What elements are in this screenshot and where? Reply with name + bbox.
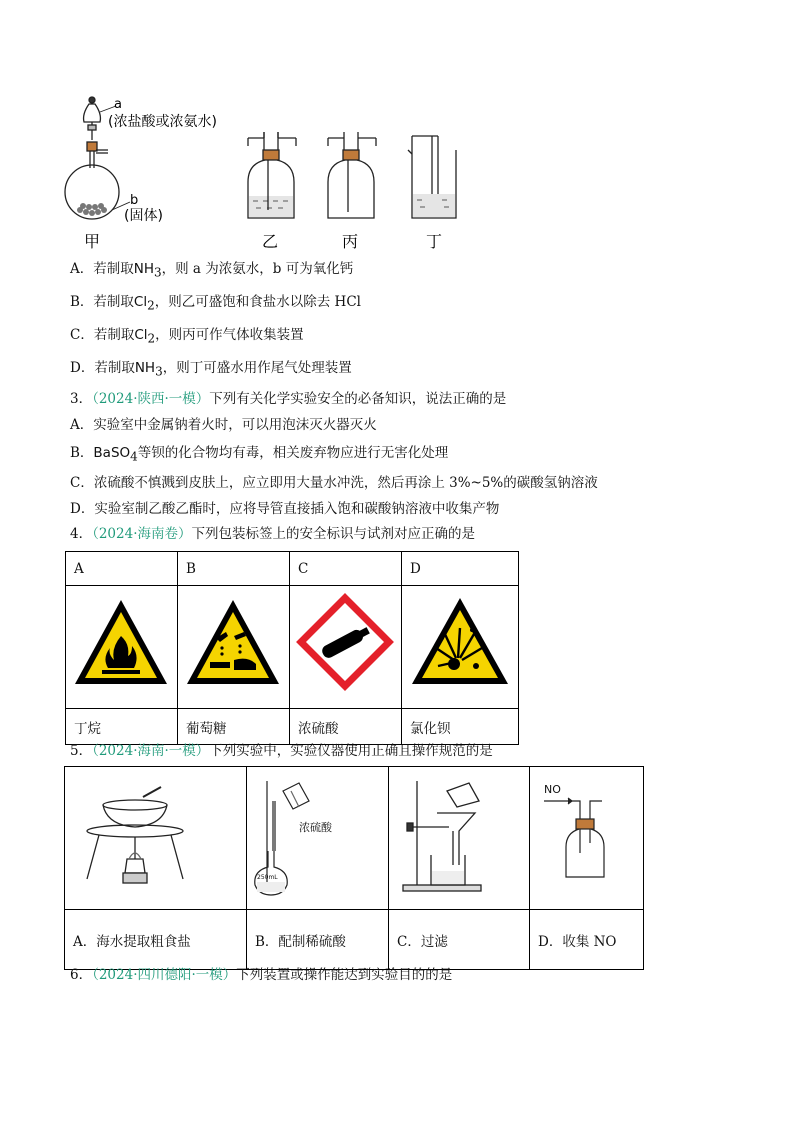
- label-b: b: [130, 193, 139, 208]
- label-a-desc: (浓盐酸或浓氨水): [108, 114, 217, 130]
- q5-option-a[interactable]: A．海水提取粗食盐: [65, 910, 247, 970]
- q4-reagent-d: 氯化钡: [402, 709, 519, 745]
- q4-header-d: D: [402, 552, 519, 586]
- apparatus-yi: [248, 132, 296, 218]
- evaporation-apparatus-icon: [65, 767, 246, 905]
- flammable-icon: [66, 586, 177, 704]
- apparatus-figure: [60, 92, 500, 252]
- q5-b-inner-label: 浓硫酸: [299, 821, 332, 834]
- caption-bing: 丙: [342, 232, 359, 251]
- label-a: a: [114, 97, 122, 112]
- q4-table: [65, 551, 519, 745]
- apparatus-bing: [328, 132, 376, 218]
- caption-ding: 丁: [426, 232, 443, 251]
- q4-reagent-a: 丁烷: [66, 709, 178, 745]
- q4-reagent-b: 葡萄糖: [178, 709, 290, 745]
- q3-option-d[interactable]: D．实验室制乙酸乙酯时，应将导管直接插入饱和碳酸钠溶液中收集产物: [70, 501, 500, 517]
- q4-stem: 4．（2024·海南卷）下列包装标签上的安全标识与试剂对应正确的是: [70, 526, 475, 542]
- gas-collection-apparatus-icon: [530, 767, 643, 905]
- q2-option-c[interactable]: C．若制取$Cl_2$，则丙可作气体收集装置: [70, 327, 304, 346]
- q5-figure-a: [65, 767, 247, 910]
- q5-b-flask-label: 250mL: [257, 874, 278, 881]
- q5-option-b[interactable]: B．配制稀硫酸: [247, 910, 389, 970]
- q4-reagent-c: 浓硫酸: [290, 709, 402, 745]
- q4-header-c: C: [290, 552, 402, 586]
- caption-yi: 乙: [262, 232, 279, 251]
- label-b-desc: (固体): [124, 208, 163, 224]
- apparatus-ding: [408, 136, 456, 218]
- q5-figure-b: [247, 767, 389, 910]
- q5-option-d[interactable]: D．收集 NO: [530, 910, 644, 970]
- q4-sign-b: [178, 586, 290, 709]
- q4-sign-a: [66, 586, 178, 709]
- q2-option-d[interactable]: D．若制取$NH_3$，则丁可盛水用作尾气处理装置: [70, 360, 352, 379]
- q3-option-c[interactable]: C．浓硫酸不慎溅到皮肤上，应立即用大量水冲洗，然后再涂上 3%~5%的碳酸氢钠溶液: [70, 475, 598, 491]
- q3-option-b[interactable]: B．BaSO$_4$等钡的化合物均有毒，相关废弃物应进行无害化处理: [70, 445, 449, 464]
- q5-figure-c: [389, 767, 530, 910]
- q4-sign-d: [402, 586, 519, 709]
- q6-stem: 6．（2024·四川德阳·一模）下列装置或操作能达到实验目的的是: [70, 967, 453, 983]
- q5-figure-d: [530, 767, 644, 910]
- q4-header-b: B: [178, 552, 290, 586]
- q5-d-inner-label: NO: [544, 783, 561, 796]
- dilution-apparatus-icon: [247, 767, 388, 905]
- q5-stem: 5．（2024·海南·一模）下列实验中，实验仪器使用正确且操作规范的是: [70, 743, 493, 759]
- q4-header-a: A: [66, 552, 178, 586]
- filtration-apparatus-icon: [389, 767, 529, 905]
- q3-option-a[interactable]: A．实验室中金属钠着火时，可以用泡沫灭火器灭火: [70, 417, 377, 433]
- q5-option-c[interactable]: C．过滤: [389, 910, 530, 970]
- q4-sign-c: [290, 586, 402, 709]
- corrosive-icon: [178, 586, 289, 704]
- q2-option-a[interactable]: A．若制取$NH_3$，则 a 为浓氨水，b 可为氧化钙: [70, 261, 354, 280]
- gas-cylinder-icon: [290, 586, 401, 704]
- q3-stem: 3．（2024·陕西·一模）下列有关化学实验安全的必备知识，说法正确的是: [70, 391, 507, 407]
- q2-option-b[interactable]: B．若制取$Cl_2$，则乙可盛饱和食盐水以除去 HCl: [70, 294, 361, 313]
- q5-table: [64, 766, 644, 970]
- explosive-icon: [402, 586, 518, 704]
- caption-jia: 甲: [84, 232, 101, 251]
